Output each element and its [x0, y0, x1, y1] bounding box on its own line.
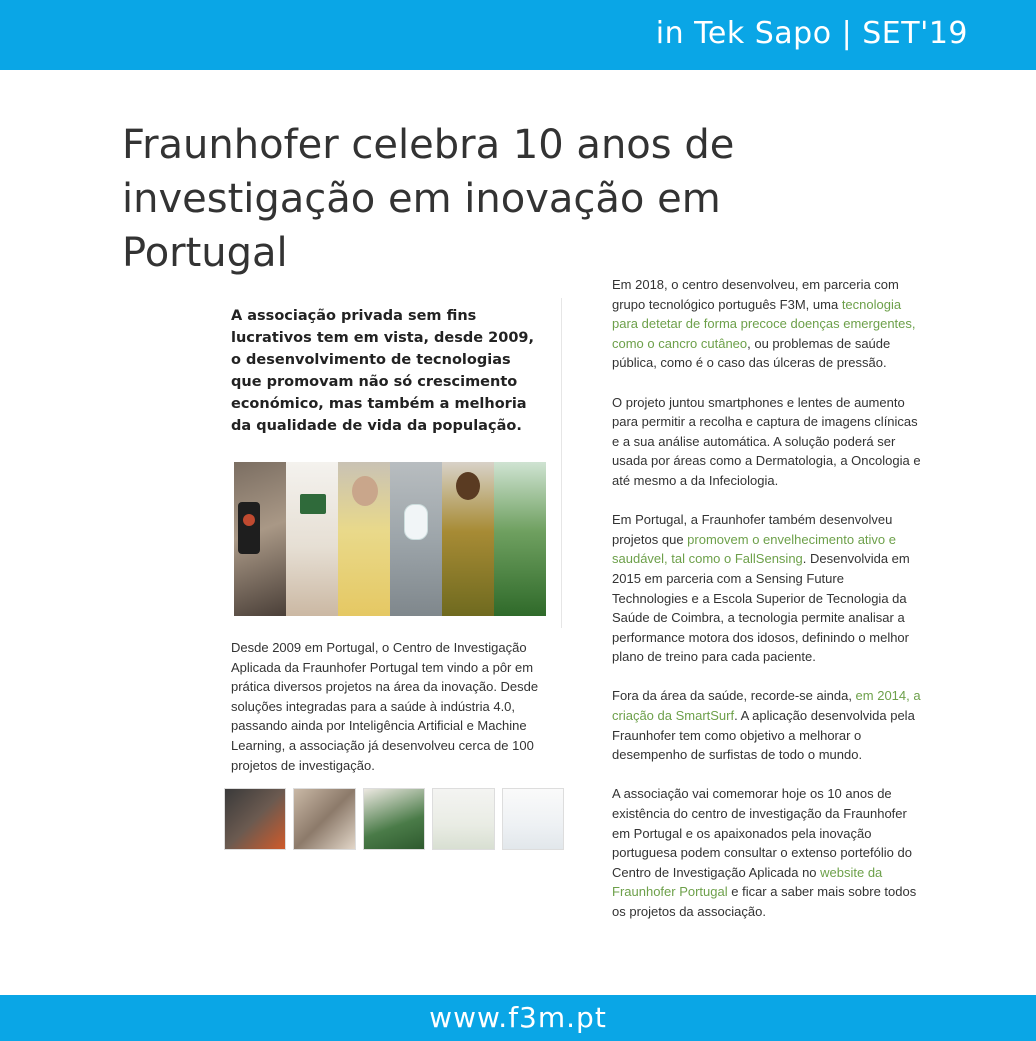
intro-paragraph: Desde 2009 em Portugal, o Centro de Investigação Aplicada da Fraunhofer Portugal tem vindo a pôr em prática diversos projetos na área da inovação. Desde soluções integradas para a saúde à indústria 4.0, passando ainda por Inteligência Artificial e Machine Learning, a associação já desenvolveu cerca de 100 projetos de investigação.	[231, 640, 539, 773]
gallery-thumbnail[interactable]	[502, 788, 564, 850]
paragraph-anniversary: A associação vai comemorar hoje os 10 anos de existência do centro de investigação da Fraunhofer em Portugal e os apaixonados pela inovação portuguesa podem consultar o extenso portefólio do Centro de Investigação Aplicada no website da Fraunhofer Portugal e ficar a saber mais sobre todos os projetos da associação.	[612, 786, 917, 919]
collage-elderly-woman-image	[338, 462, 390, 616]
link-fallsensing[interactable]: promovem o envelhecimento ativo e saudável, tal como o FallSensing	[612, 531, 897, 567]
paragraph-fallsensing: Em Portugal, a Fraunhofer também desenvolveu projetos que promovem o envelhecimento ativo e saudável, tal como o FallSensing. Desenvolvida em 2015 em parceria com a Sensing Future Technologies e a Escola Superior de Tecnologia da Saúde de Coimbra, a tecnologia permite analisar a performance motora dos idosos, definindo o melhor plano de treino para cada paciente.	[612, 512, 910, 665]
paragraph-f3m: Em 2018, o centro desenvolveu, em parceria com grupo tecnológico português F3M, uma tecnologia para detetar de forma precoce doenças emergentes, como o cancro cutâneo, ou problemas de saúde pública, como é o caso das úlceras de pressão.	[612, 277, 916, 371]
article-title: Fraunhofer celebra 10 anos de investigação em inovação em Portugal	[122, 122, 735, 276]
link-smartsurf[interactable]: em 2014, a criação da SmartSurf	[612, 688, 921, 724]
link-dermatology-tech[interactable]: tecnologia para detetar de forma precoce doenças emergentes, como o cancro cutâneo	[612, 296, 916, 351]
footer-bar	[0, 995, 1036, 1041]
header-brand: in Tek Sapo | SET'19	[655, 16, 968, 51]
hero-image-collage	[234, 462, 546, 616]
article-lead: A associação privada sem fins lucrativos tem em vista, desde 2009, o desenvolvimento de tecnologias que promovam não só crescimento económico, mas também a melhoria da qualidade de vida da população.	[231, 308, 535, 434]
collage-wearable-sensor-image	[390, 462, 442, 616]
gallery-thumbnail[interactable]	[363, 788, 425, 850]
gallery-thumbnail[interactable]	[432, 788, 494, 850]
gallery-thumbnail[interactable]	[224, 788, 286, 850]
paragraph-smartphones: O projeto juntou smartphones e lentes de aumento para permitir a recolha e captura de imagens clínicas e a sua análise automática. A solução poderá ser usada por áreas como a Dermatologia, a Oncologia e até mesmo a da Infeciologia.	[612, 394, 921, 488]
collage-phone-camera-image	[234, 462, 286, 616]
collage-greenhouse-image	[494, 462, 546, 616]
column-divider	[561, 298, 562, 628]
collage-circuit-board-image	[286, 462, 338, 616]
thumbnail-gallery	[224, 788, 564, 850]
link-fraunhofer-website[interactable]: website da Fraunhofer Portugal	[612, 864, 883, 900]
collage-man-phone-image	[442, 462, 494, 616]
paragraph-smartsurf: Fora da área da saúde, recorde-se ainda, em 2014, a criação da SmartSurf. A aplicação desenvolvida pela Fraunhofer tem como objetivo a melhorar o desempenho de surfistas de todo o mundo.	[612, 688, 921, 763]
header-bar	[0, 0, 1036, 70]
gallery-thumbnail[interactable]	[293, 788, 355, 850]
right-column	[612, 275, 922, 941]
footer-url[interactable]: www.f3m.pt	[429, 1001, 607, 1034]
